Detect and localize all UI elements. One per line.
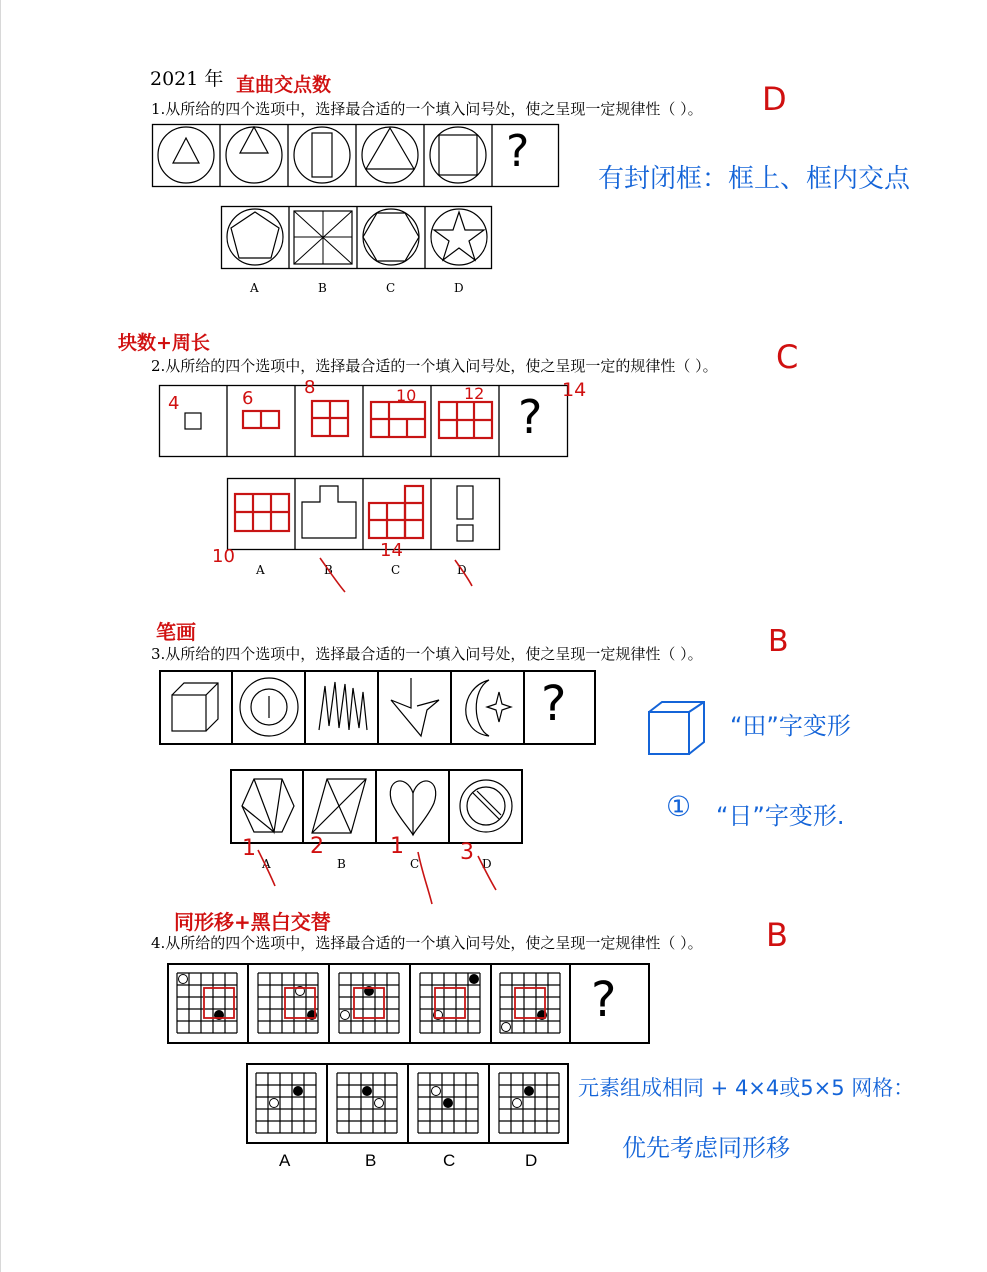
black-circle: [469, 974, 479, 984]
q2-count-2: 6: [242, 388, 254, 409]
white-circle: [513, 1099, 522, 1108]
q4-grid-5: [500, 973, 560, 1033]
q3-option-a-label[interactable]: A: [262, 857, 271, 871]
q4-note-2: 优先考虑同形移: [622, 1134, 790, 1162]
q2-option-d-label[interactable]: D: [457, 563, 467, 577]
q2-count-3: 8: [304, 377, 316, 398]
q4-note-1: 元素组成相同 + 4×4或5×5 网格：: [578, 1076, 915, 1100]
q4-option-d-grid[interactable]: [499, 1073, 559, 1133]
q4-sequence-figure: [167, 963, 651, 1045]
year-heading: 2021 年: [150, 68, 224, 90]
q4-option-b-label[interactable]: B: [365, 1151, 377, 1170]
black-circle: [362, 1086, 372, 1096]
q4-option-a-label[interactable]: A: [279, 1151, 291, 1170]
black-circle: [524, 1086, 534, 1096]
q4-option-c-grid[interactable]: [418, 1073, 478, 1133]
q3-note-1: “田”字变形: [730, 712, 851, 740]
q2-tag: 块数+周长: [118, 332, 210, 354]
white-circle: [375, 1099, 384, 1108]
q4-question-mark: ?: [591, 972, 617, 1028]
q3-note-2: “日”字变形.: [716, 802, 845, 830]
q3-question-mark: ?: [541, 676, 567, 732]
q2-count-4: 10: [396, 386, 417, 405]
q4-option-d-label[interactable]: D: [525, 1151, 538, 1170]
q3-note-2-symbol: ①: [666, 790, 692, 823]
black-circle: [443, 1098, 453, 1108]
q4-grid-4: [420, 973, 480, 1033]
white-circle: [270, 1099, 279, 1108]
q1-tag: 直曲交点数: [236, 74, 332, 96]
q1-option-b-label[interactable]: B: [318, 281, 327, 295]
q2-option-a-label[interactable]: A: [256, 563, 265, 577]
q2-count-5: 12: [464, 384, 485, 403]
white-circle: [432, 1087, 441, 1096]
q2-count-1: 4: [168, 393, 180, 414]
q1-text: 1.从所给的四个选项中，选择最合适的一个填入问号处，使之呈现一定规律性（ ）。: [151, 100, 703, 118]
q3-option-b-label[interactable]: B: [337, 857, 346, 871]
q4-text: 4.从所给的四个选项中，选择最合适的一个填入问号处，使之呈现一定规律性（ ）。: [151, 934, 703, 952]
q3-option-c-strokes: 1: [390, 834, 404, 859]
q3-tag: 笔画: [156, 620, 196, 644]
q3-option-d-strokes: 3: [460, 840, 474, 865]
q3-text: 3.从所给的四个选项中，选择最合适的一个填入问号处，使之呈现一定规律性（ ）。: [151, 645, 703, 663]
q3-option-d-label[interactable]: D: [482, 857, 492, 871]
white-circle: [341, 1011, 350, 1020]
q2-answer: C: [776, 338, 799, 376]
q3-option-a-strokes: 1: [242, 836, 256, 861]
q3-answer: B: [768, 624, 789, 659]
q4-option-b-grid[interactable]: [337, 1073, 397, 1133]
q4-option-a-grid[interactable]: [256, 1073, 316, 1133]
q4-tag: 同形移+黑白交替: [174, 910, 331, 934]
q1-option-d-label[interactable]: D: [454, 281, 464, 295]
q2-count-6: 14: [562, 379, 587, 401]
q2-option-c-label[interactable]: C: [391, 563, 401, 577]
q4-option-c-label[interactable]: C: [443, 1151, 456, 1170]
q2-option-a-count: 10: [212, 546, 235, 567]
q3-option-c-label[interactable]: C: [410, 857, 420, 871]
q2-option-b-label[interactable]: B: [324, 563, 333, 577]
q4-options-figure: [246, 1063, 570, 1145]
white-circle: [179, 975, 188, 984]
q1-option-a-label[interactable]: A: [250, 281, 259, 295]
q2-question-mark: ?: [518, 390, 543, 444]
q3-option-b-strokes: 2: [310, 834, 324, 859]
q2-text: 2.从所给的四个选项中，选择最合适的一个填入问号处，使之呈现一定的规律性（ ）。: [151, 357, 718, 375]
q4-grid-3: [339, 973, 399, 1033]
q1-option-c-label[interactable]: C: [386, 281, 396, 295]
q1-note: 有封闭框：框上、框内交点: [598, 164, 911, 194]
q2-option-c-count: 14: [380, 540, 403, 561]
q4-grid-1: [177, 973, 237, 1033]
q4-grid-2: [258, 973, 318, 1033]
q4-answer: B: [766, 916, 788, 954]
black-circle: [293, 1086, 303, 1096]
q1-answer: D: [762, 80, 787, 118]
q1-question-mark: ?: [506, 126, 530, 177]
white-circle: [502, 1023, 511, 1032]
